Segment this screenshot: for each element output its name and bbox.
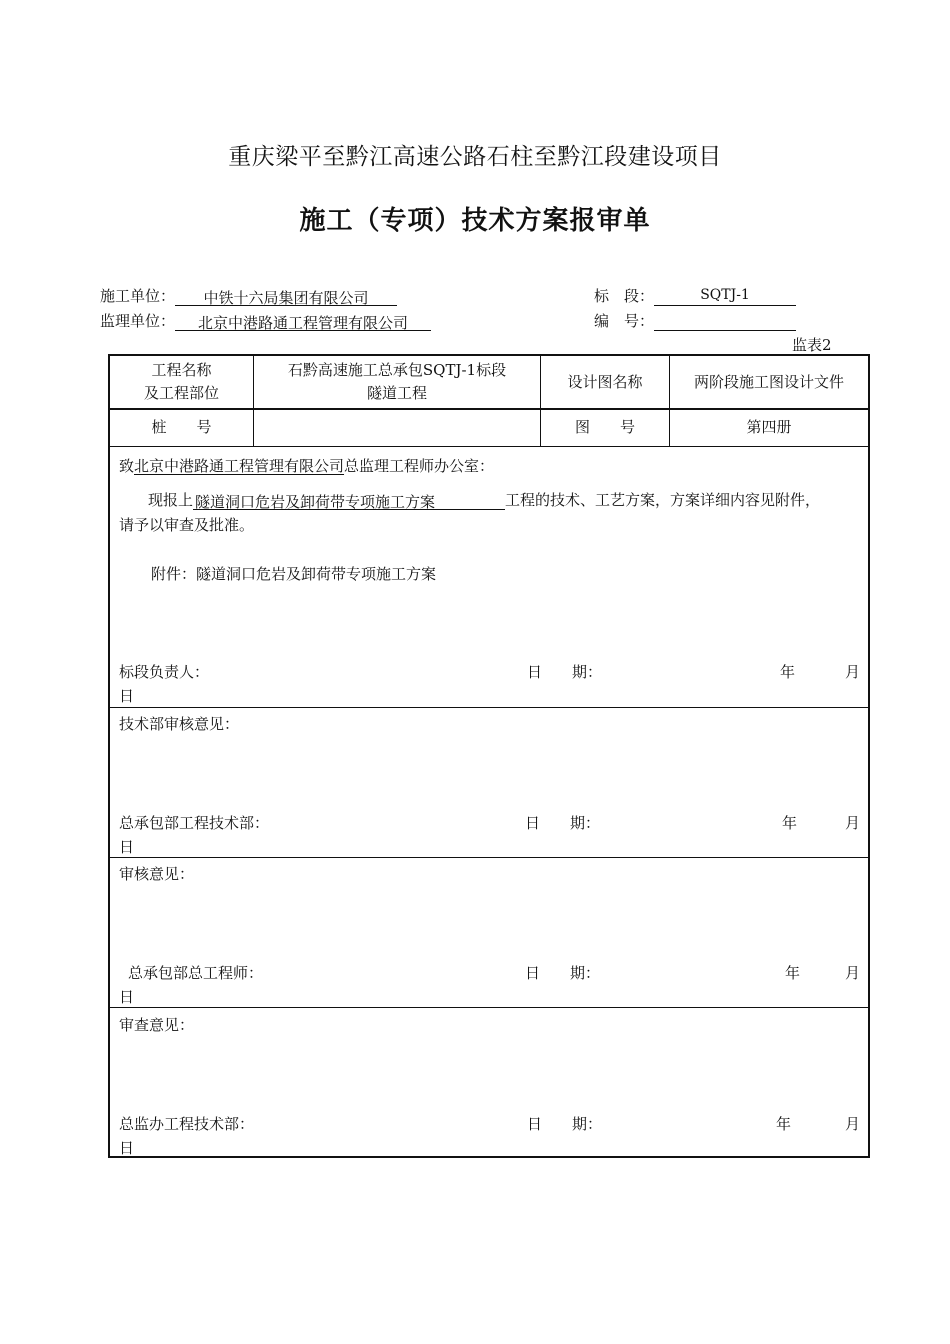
supervision-unit-value: 北京中港路通工程管理有限公司	[198, 314, 409, 332]
design-drawing-value-cell	[670, 356, 868, 408]
design-drawing-label-cell	[541, 356, 669, 408]
approval-form-table	[108, 354, 870, 1158]
review-day: 日	[119, 988, 135, 1006]
inspection-month: 月	[845, 1115, 861, 1133]
supervision-unit-field	[175, 312, 431, 331]
project-title: 重庆梁平至黔江高速公路石柱至黔江段建设项目	[228, 144, 722, 170]
report-subject: 隧道洞口危岩及卸荷带专项施工方案	[195, 493, 436, 511]
project-name-value-line2: 隧道工程	[366, 384, 427, 402]
drawing-no-label-cell	[541, 409, 669, 446]
drawing-no-value: 第四册	[746, 418, 792, 436]
inspection-year: 年	[776, 1115, 792, 1133]
form-code: 监表2	[792, 336, 832, 354]
number-field	[654, 312, 796, 331]
pile-value-cell	[254, 409, 540, 446]
report-line-2: 请予以审查及批准。	[119, 516, 255, 534]
project-name-label-line2: 及工程部位	[143, 384, 219, 402]
submission-date-label-2: 期：	[572, 663, 603, 681]
submission-year: 年	[780, 663, 796, 681]
section-row	[594, 285, 796, 306]
project-name-label-line1: 工程名称	[151, 361, 212, 379]
supervision-unit-label: 监理单位：	[100, 312, 176, 330]
review-year: 年	[785, 964, 801, 982]
number-row	[594, 310, 796, 331]
construction-unit-field	[175, 287, 397, 306]
review-date-label-2: 期：	[570, 964, 601, 982]
tech-review-day: 日	[119, 838, 135, 856]
rule-tech-review	[110, 857, 868, 858]
submission-day: 日	[119, 687, 135, 705]
review-heading: 审核意见：	[119, 865, 195, 883]
tech-review-signer-label: 总承包部工程技术部：	[119, 814, 270, 832]
tech-review-date-label-1: 日	[525, 814, 541, 832]
number-label: 编 号：	[594, 312, 655, 330]
addressee-line	[119, 455, 494, 476]
form-title: 施工（专项）技术方案报审单	[299, 206, 651, 236]
addressee-company: 北京中港路通工程管理有限公司	[134, 457, 345, 475]
submission-month: 月	[845, 663, 861, 681]
rule-review	[110, 1007, 868, 1008]
tech-review-date-label-2: 期：	[570, 814, 601, 832]
design-drawing-label: 设计图名称	[567, 372, 643, 391]
construction-unit-label: 施工单位：	[100, 287, 176, 305]
construction-unit-row	[100, 285, 397, 306]
report-subject-field	[193, 491, 505, 510]
drawing-no-value-cell	[670, 409, 868, 446]
inspection-signer-label: 总监办工程技术部：	[119, 1115, 255, 1133]
report-prefix: 现报上	[148, 491, 194, 509]
submission-date-label-1: 日	[527, 663, 543, 681]
attachment-line: 附件：隧道洞口危岩及卸荷带专项施工方案	[151, 565, 437, 583]
addressee-suffix: 总监理工程师办公室：	[344, 457, 495, 475]
project-name-value-line1: 石黔高速施工总承包SQTJ-1标段	[287, 361, 507, 379]
drawing-no-label: 图 号	[574, 418, 635, 436]
pile-label: 桩 号	[151, 418, 212, 436]
addressee-prefix: 致	[119, 457, 135, 475]
inspection-day: 日	[119, 1139, 135, 1157]
inspection-date-label-1: 日	[527, 1115, 543, 1133]
inspection-heading: 审查意见：	[119, 1016, 195, 1034]
inspection-date-label-2: 期：	[572, 1115, 603, 1133]
project-name-value-cell	[254, 356, 540, 408]
review-month: 月	[845, 964, 861, 982]
section-value: SQTJ-1	[700, 287, 750, 303]
submission-signer-label: 标段负责人：	[119, 663, 210, 681]
construction-unit-value: 中铁十六局集团有限公司	[203, 289, 369, 307]
rule-submission	[110, 707, 868, 708]
tech-review-month: 月	[845, 814, 861, 832]
design-drawing-value: 两阶段施工图设计文件	[693, 372, 844, 391]
pile-label-cell	[110, 409, 253, 446]
section-label: 标 段：	[594, 287, 655, 305]
report-suffix: 工程的技术、工艺方案，方案详细内容见附件，	[505, 491, 821, 509]
report-line	[148, 489, 820, 510]
project-name-label-cell	[110, 356, 253, 408]
rule-row2	[110, 446, 868, 447]
review-date-label-1: 日	[525, 964, 541, 982]
review-signer-label: 总承包部总工程师：	[128, 964, 264, 982]
tech-review-heading: 技术部审核意见：	[119, 715, 240, 733]
supervision-unit-row	[100, 310, 431, 331]
section-field	[654, 287, 796, 306]
tech-review-year: 年	[782, 814, 798, 832]
